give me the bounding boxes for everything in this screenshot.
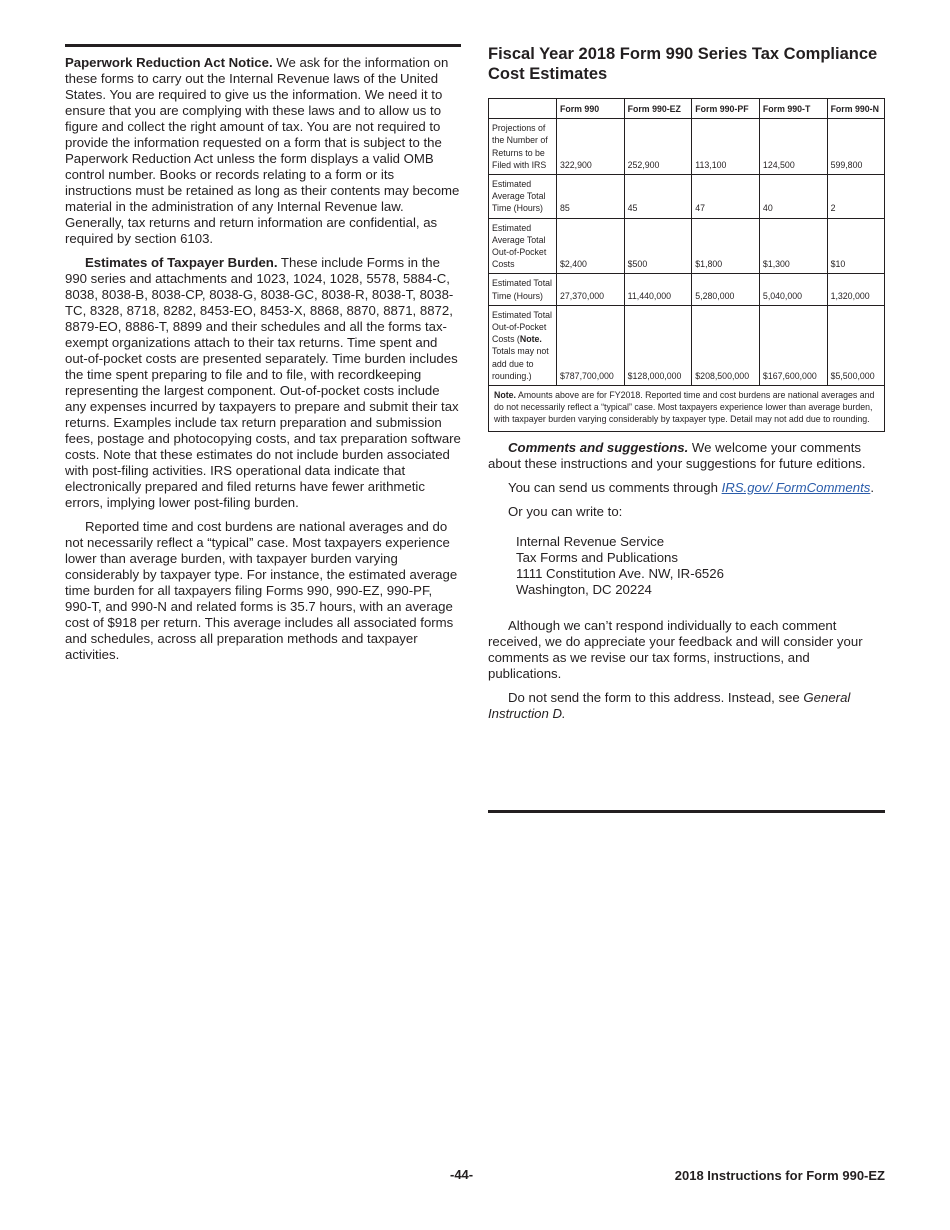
bottom-rule-divider [488, 810, 885, 813]
table-cell: 27,370,000 [557, 274, 625, 305]
table-cell: 2 [827, 175, 884, 219]
send-comments-end: . [870, 479, 875, 495]
row-label-text: Estimated Total Out-of-Pocket Costs ( [492, 309, 552, 345]
address-line: Internal Revenue Service [516, 533, 665, 549]
taxpayer-burden-heading: Estimates of Taxpayer Burden. [85, 255, 278, 270]
table-cell: $2,400 [557, 218, 625, 274]
do-not-send-text: Do not send the form to this address. Instead, see [508, 689, 804, 705]
send-comments-text: You can send us comments through [508, 479, 722, 495]
table-cell: $787,700,000 [557, 305, 625, 385]
column-header: Form 990-EZ [624, 99, 692, 119]
table-corner-cell [489, 99, 557, 119]
row-label [489, 305, 557, 385]
paperwork-reduction-text: We ask for the information on these forms to carry out the Internal Revenue laws of the United States. You are required to give us the information. We need it to ensure that you are complying with these laws and to allow us to figure and collect the right amount of tax. You are not required to provide the information requested on a form that is subject to the Paperwork Reduction Act unless the form displays a valid OMB control number. Books or records relating to a form or its instructions must be retained as long as their contents may become material in the administration of any Internal Revenue law. Generally, tax returns and return information are confidential, as required by section 6103. [65, 55, 460, 246]
column-header: Form 990 [557, 99, 625, 119]
row-label-text: Totals may not add due to rounding.) [492, 346, 549, 381]
paperwork-reduction-paragraph [65, 47, 461, 247]
address-line: Tax Forms and Publications [516, 549, 678, 565]
table-note-label: Note. [494, 390, 516, 401]
table-cell: $128,000,000 [624, 305, 692, 385]
table-cell: 5,040,000 [759, 274, 827, 305]
table-cell: 252,900 [624, 119, 692, 175]
column-header: Form 990-PF [692, 99, 760, 119]
table-header-row [489, 99, 885, 119]
write-to-text: Or you can write to: [508, 503, 623, 519]
left-column [65, 44, 461, 671]
comments-text: We welcome your comments about these instructions and your suggestions for future editions. [488, 439, 866, 471]
table-cell: 124,500 [759, 119, 827, 175]
row-label: Estimated Total Time (Hours) [489, 274, 557, 305]
column-header: Form 990-N [827, 99, 884, 119]
taxpayer-burden-text: These include Forms in the 990 series and attachments and 1023, 1024, 1028, 5578, 5884-C, 8038, 8038-B, 8038-CP, 8038-G, 8038-GC, 8038-R, 8038-T, 8038-TC, 8328, 8718, 8282, 8453-EO, 8453-X, 8868, 8870, 8871, 8872, 8879-EO, 8886-T, 8899 and their schedules and all the forms tax-exempt organizations attach to their tax returns. Time spent and out-of-pocket costs are presented separately. Time burden includes the time spent preparing to file and to file, with recordkeeping representing the largest component. Out-of-pocket costs include any expenses incurred by taxpayers to prepare and submit their tax returns. Examples include tax return preparation and submission fees, postage and photocopying costs, and tax preparation software costs. Note that these estimates do not include burden associated with post-filing activities. IRS operational data indicate that electronically prepared and filed returns have fewer arithmetic errors, implying lower post-filing burden. [65, 255, 461, 510]
table-row [489, 218, 885, 274]
taxpayer-burden-paragraph [65, 255, 461, 511]
comments-heading: Comments and suggestions. [508, 439, 689, 455]
table-cell: $1,800 [692, 218, 760, 274]
table-cell: $5,500,000 [827, 305, 884, 385]
row-label-note: Note. [519, 334, 542, 345]
table-cell: 40 [759, 175, 827, 219]
table-cell: 5,280,000 [692, 274, 760, 305]
table-row [489, 175, 885, 219]
table-row [489, 119, 885, 175]
table-cell: $167,600,000 [759, 305, 827, 385]
row-label: Estimated Average Total Out-of-Pocket Costs [489, 218, 557, 274]
address-line: Washington, DC 20224 [516, 581, 652, 597]
comments-paragraph [488, 440, 885, 472]
table-cell: 11,440,000 [624, 274, 692, 305]
general-instruction-reference: General Instruction D. [488, 689, 851, 721]
cost-estimates-table [488, 98, 885, 432]
row-label: Estimated Average Total Time (Hours) [489, 175, 557, 219]
table-cell: 599,800 [827, 119, 884, 175]
paperwork-reduction-heading: Paperwork Reduction Act Notice. [65, 55, 273, 70]
table-cell: $1,300 [759, 218, 827, 274]
mailing-address [488, 534, 885, 598]
table-cell: 47 [692, 175, 760, 219]
page-number: -44- [450, 1167, 474, 1182]
do-not-send-paragraph [488, 690, 885, 722]
table-cell: 85 [557, 175, 625, 219]
row-label: Projections of the Number of Returns to be Filed with IRS [489, 119, 557, 175]
table-cell: 1,320,000 [827, 274, 884, 305]
table-row [489, 305, 885, 385]
reported-burden-paragraph: Reported time and cost burdens are national averages and do not necessarily reflect a “typical” case. Most taxpayers experience lower than average burden, with taxpayer burden varying considerably by taxpayer type. For instance, the estimated average time burden for all taxpayers filing Forms 990, 990-EZ, 990-PF, 990-T, and 990-N and related forms is 35.7 hours, with an average cost of $918 per return. This average includes all associated forms and schedules, across all preparation methods and taxpayer activities. [65, 519, 458, 662]
table-cell: $10 [827, 218, 884, 274]
table-cell: 322,900 [557, 119, 625, 175]
table-note-row [489, 386, 885, 432]
table-note-text: Amounts above are for FY2018. Reported time and cost burdens are national averages and do not necessarily reflect a “typical” case. Most taxpayers experience lower than average burden, with taxpayer burden varying considerably by taxpayer type. Detail may not add due to rounding. [494, 390, 875, 425]
table-note [489, 386, 885, 432]
right-column [488, 44, 885, 730]
form-comments-link[interactable]: IRS.gov/ FormComments [721, 479, 871, 495]
table-row [489, 274, 885, 305]
respond-paragraph: Although we can’t respond individually to each comment received, we do appreciate your feedback and will consider your comments as we revise our tax forms, instructions, and publications. [488, 617, 863, 681]
table-cell: 113,100 [692, 119, 760, 175]
document-title-footer: 2018 Instructions for Form 990-EZ [674, 1168, 885, 1183]
table-cell: 45 [624, 175, 692, 219]
address-line: 1111 Constitution Ave. NW, IR-6526 [516, 565, 724, 581]
send-comments-paragraph [488, 480, 885, 496]
table-cell: $500 [624, 218, 692, 274]
column-header: Form 990-T [759, 99, 827, 119]
cost-table-title: Fiscal Year 2018 Form 990 Series Tax Compliance Cost Estimates [488, 45, 878, 83]
table-cell: $208,500,000 [692, 305, 760, 385]
